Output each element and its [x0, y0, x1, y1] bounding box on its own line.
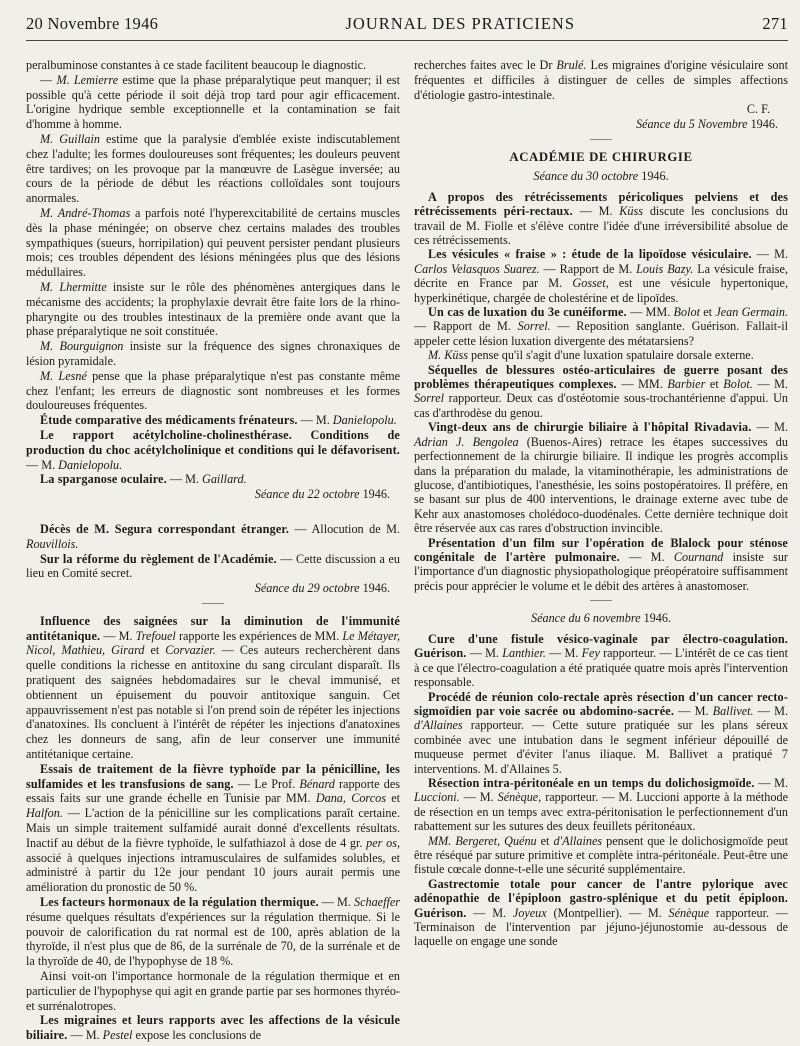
author-name: M. Lesné [40, 368, 87, 383]
paragraph: recherches faites avec le Dr Brulé. Les migraines d'origine vésiculaire sont fréquentes et difficiles à distinguer de celles de simples affections d'étiologie gastro-intestinale. [414, 58, 788, 102]
paragraph: Un cas de luxation du 3e cunéiforme. — MM. Bolot et Jean Germain. — Rapport de M. Sorrel. — Reposition sanglante. Guérison. Fallait-il appeler cette lésion luxation divergente des métatarsiens? [414, 305, 788, 348]
paragraph: M. Lesné pense que la phase préparalytique n'est pas constante même chez l'enfant; les erreurs de diagnostic sont nombreuses et les formes douloureuses fréquentes. [26, 368, 400, 413]
section-divider [590, 600, 612, 601]
paragraph: Influence des saignées sur la diminution de l'immunité antitétanique. — M. Trefouel rapporte les expériences de MM. Le Métayer, Nicol, Mathieu, Girard et Corvazier. — Ces auteurs recherchèrent dans quelle conditions la richesse en antitoxine du sang circulant disparaît. Ils pratiquent des saignées hebdomadaires sur le cheval immunisé, et obtiennent un épuisement du pouvoir antitoxique sanguin. Cet appauvrissement n'est pas notable si l'on prend soin de répéter les injections d'anatoxines. Ils concluent à l'intérêt de répéter les injections d'anatoxines chez les donneurs de sang, afin de leur conserver une immunité antitétanique certaine. [26, 613, 400, 762]
paragraph: Procédé de réunion colo-rectale après résection d'un cancer recto-sigmoïdien par voie sacrée ou abdomino-sacrée. — M. Ballivet. — M. d'Allaines rapporteur. — Cette suture pratiquée sur les plans séreux combinée avec une intubation dans le segment inférieur dépouillé de muqueuse permet d'éviter l'anus iliaque. M. Ballivet a pratiqué 7 interventions. M. d'Allaines 5. [414, 689, 788, 776]
author-signature: C. F. [746, 102, 770, 117]
seance-date: Séance du 6 novembre 1946. [530, 611, 671, 626]
paragraph: Présentation d'un film sur l'opération de Blalock pour sténose congénitale de l'artère pulmonaire. — M. Cournand insiste sur l'importance d'un diagnostic physiopathologique préopératoire suffisamment précis pour apprécier le volume et le débit des artères à anastomoser. [414, 535, 788, 593]
header-rule [26, 40, 788, 41]
paragraph: MM. Bergeret, Quénu et d'Allaines pensent que le dolichosigmoïde peut être réséqué par suture primitive et complète intra-péritonéale. Peut-être une fistule cœcale donne-t-elle une sécurité supplémentaire. [414, 833, 788, 877]
paragraph: M. Lhermitte insiste sur le rôle des phénomènes antergiques dans le mécanisme des accidents; la prophylaxie devrait être faite lors de la rhino-pharyngite ou des troubles intestinaux de la première onde avant que la phase préparalytique ne soit constituée. [26, 279, 401, 339]
paragraph: Cure d'une fistule vésico-vaginale par électro-coagulation. Guérison. — M. Lanthier. — M. Fey rapporteur. — L'intérêt de ce cas tient à ce que l'électro-coagulation a été pratiquée quatre mois après l'intervention responsable. [414, 631, 788, 690]
communication-title: Le rapport acétylcholine-cholinesthérase. Conditions de production du choc acétylcholinique et conditions qui le défavorisent. — M. Danielopolu. [26, 427, 400, 472]
author-name: M. Bourguignon [40, 339, 124, 354]
paragraph: Gastrectomie totale pour cancer de l'antre pylorique avec adénopathie de l'épiploon gastro-splénique et du petit épiploon. Guérison. — M. Joyeux (Montpellier). — M. Sénèque rapporteur. — Terminaison de l'intervention par jéjuno-jéjunostomie au-dessous de laquelle on engage une sonde [414, 876, 788, 949]
communication-title: Décès de M. Segura correspondant étranger. — Allocution de M. Rouvillois. [26, 521, 400, 551]
seance-date: Séance du 22 octobre 1946. [254, 487, 390, 502]
paragraph: peralbuminose constantes à ce stade facilitent beaucoup le diagnostic. [26, 58, 367, 72]
paragraph: M. Guillain estime que la paralysie d'emblée existe indiscutablement chez l'adulte; les formes douloureuses sont fréquentes; les douleurs peuvent être tardives; on les provoque par la manœuvre de Lasègue inversée; au cours de la période de début les réactions colloïdales sont toujours anormales. [26, 131, 400, 206]
paragraph: Résection intra-péritonéale en un temps du dolichosigmoïde. — M. Luccioni. — M. Sénèque, rapporteur. — M. Luccioni apporte à la méthode de résection en un temps avec extra-péritonisation le perfectionnement d'un rabattement sur les sutures des deux feuillets péritonéaux. [414, 776, 789, 834]
paragraph: Vingt-deux ans de chirurgie biliaire à l'hôpital Rivadavia. — M. Adrian J. Bengolea (Buenos-Aires) retrace les étapes successives du perfectionnement de la chirurgie biliaire. Il indique les progrès accomplis dans la préparation du malade, la vitaminothérapie, les administrations de glucose, d'antibiotiques, l'anesthésie, les soins postopératoires. Il préfère, en se basant sur plus de 400 interventions, le drainage externe avec tube de Kehr aux anastomoses cholédoco-duodénales. Cette dernière technique doit être réservée aux cas rares d'obstruction invincible. [414, 420, 788, 536]
section-heading: ACADÉMIE DE CHIRURGIE [509, 149, 693, 164]
seance-date: Séance du 5 Novembre 1946. [635, 117, 778, 132]
paragraph: A propos des rétrécissements péricoliques pelviens et des rétrécissements péri-rectaux. — M. Küss discute les conclusions du travail de M. Fiolle et s'élève contre l'idée d'une irréversibilité absolue de ces rétrécissements. [414, 189, 789, 247]
paragraph: Séquelles de blessures ostéo-articulaires de guerre posant des problèmes thérapeutiques complexes. — MM. Barbier et Bolot. — M. Sorrel rapporteur. Deux cas d'ostéotomie sous-trochantérienne d'appui. Un cas d'arthrodèse du genou. [414, 362, 788, 420]
seance-date: Séance du 29 octobre 1946. [254, 581, 390, 596]
seance-date: Séance du 30 octobre 1946. [533, 168, 669, 183]
author-name: M. Lhermitte [40, 279, 107, 294]
paragraph: Ainsi voit-on l'importance hormonale de la régulation thermique et en particulier de l'hypophyse qui agit en grande partie par ses hormones thyréo-et surrénalotropes. [26, 969, 400, 1013]
paragraph: Les migraines et leurs rapports avec les affections de la vésicule biliaire. — M. Pestel expose les conclusions de [26, 1013, 400, 1043]
right-column [414, 58, 788, 1043]
paragraph: — M. Lemierre estime que la phase préparalytique peut manquer; il est possible qu'à cette période il soit déjà trop tard pour agir efficacement. L'origine hydrique semble exceptionnelle et la contamination se fait d'homme à homme. [26, 72, 401, 132]
running-header [26, 0, 788, 38]
paragraph: Essais de traitement de la fièvre typhoïde par la pénicilline, les sulfamides et les transfusions de sang. — Le Prof. Bénard rapporte des essais faits sur une grande échelle en Tunisie par MM. Dana, Corcos et Halfon. — L'action de la pénicilline sur les complications paraît certaine. Mais un simple traitement sulfamidé aurait donné d'excellents résultats. Inactif au début de la fièvre typhoïde, le sulfathiazol à dose de 4 gr. per os, associé à quelques injections intramusculaires de sulfamides solubles, et administré à partir du 12e jour pendant 10 jours aurait permis une amélioration du pronostic de 50 %. [26, 761, 401, 895]
paragraph: M. André-Thomas a parfois noté l'hyperexcitabilité de certains muscles dès la phase méningée; on observe chez certains malades des troubles sympathiques (sueurs, horripilation) qui peuvent persister pendant plusieurs mois; ces troubles dépendent des lésions méningées plus que des lésions médullaires. [26, 205, 400, 280]
left-column [26, 58, 402, 1043]
paragraph: Les vésicules « fraise » : étude de la lipoïdose vésiculaire. — M. Carlos Velasquos Suarez. — Rapport de M. Louis Bazy. La vésicule fraise, décrite en France par M. Gosset, est une vésicule hypertonique, hyperkinétique, chargée de cholestérine et de lipoïdes. [414, 247, 788, 305]
communication-title: Étude comparative des médicaments frénateurs. — M. Danielopolu. [40, 413, 397, 428]
paragraph: M. Küss pense qu'il s'agit d'une luxation spatulaire dorsale externe. [428, 348, 754, 363]
author-name: M. Lemierre [56, 72, 119, 87]
section-divider [202, 603, 224, 604]
issue-date: 20 Novembre 1946 [26, 14, 159, 33]
communication-title: La sparganose oculaire. — M. Gaillard. [40, 472, 247, 487]
paragraph: Les facteurs hormonaux de la régulation thermique. — M. Schaeffer résume quelques résultats d'expériences sur la régulation thermique. Si le pouvoir de calorification du rat normal est de 100, après ablation de la thyroïde, il n'est plus que de 86, de la surrénale de 70, de la surrénale et de la thyroïde de 40, de l'hypophyse de 18 %. [26, 895, 400, 969]
journal-title: JOURNAL DES PRATICIENS [345, 14, 576, 33]
author-name: M. André-Thomas [40, 205, 131, 220]
page-number: 271 [762, 14, 788, 33]
paragraph: M. Bourguignon insiste sur la fréquence des signes chronaxiques de lésion pyramidale. [26, 339, 400, 368]
communication-title: Sur la réforme du règlement de l'Académie. — Cette discussion a eu lieu en Comité secret. [26, 551, 400, 581]
author-name: M. Guillain [40, 131, 100, 146]
section-divider [590, 139, 612, 140]
two-column-body [26, 58, 788, 1043]
